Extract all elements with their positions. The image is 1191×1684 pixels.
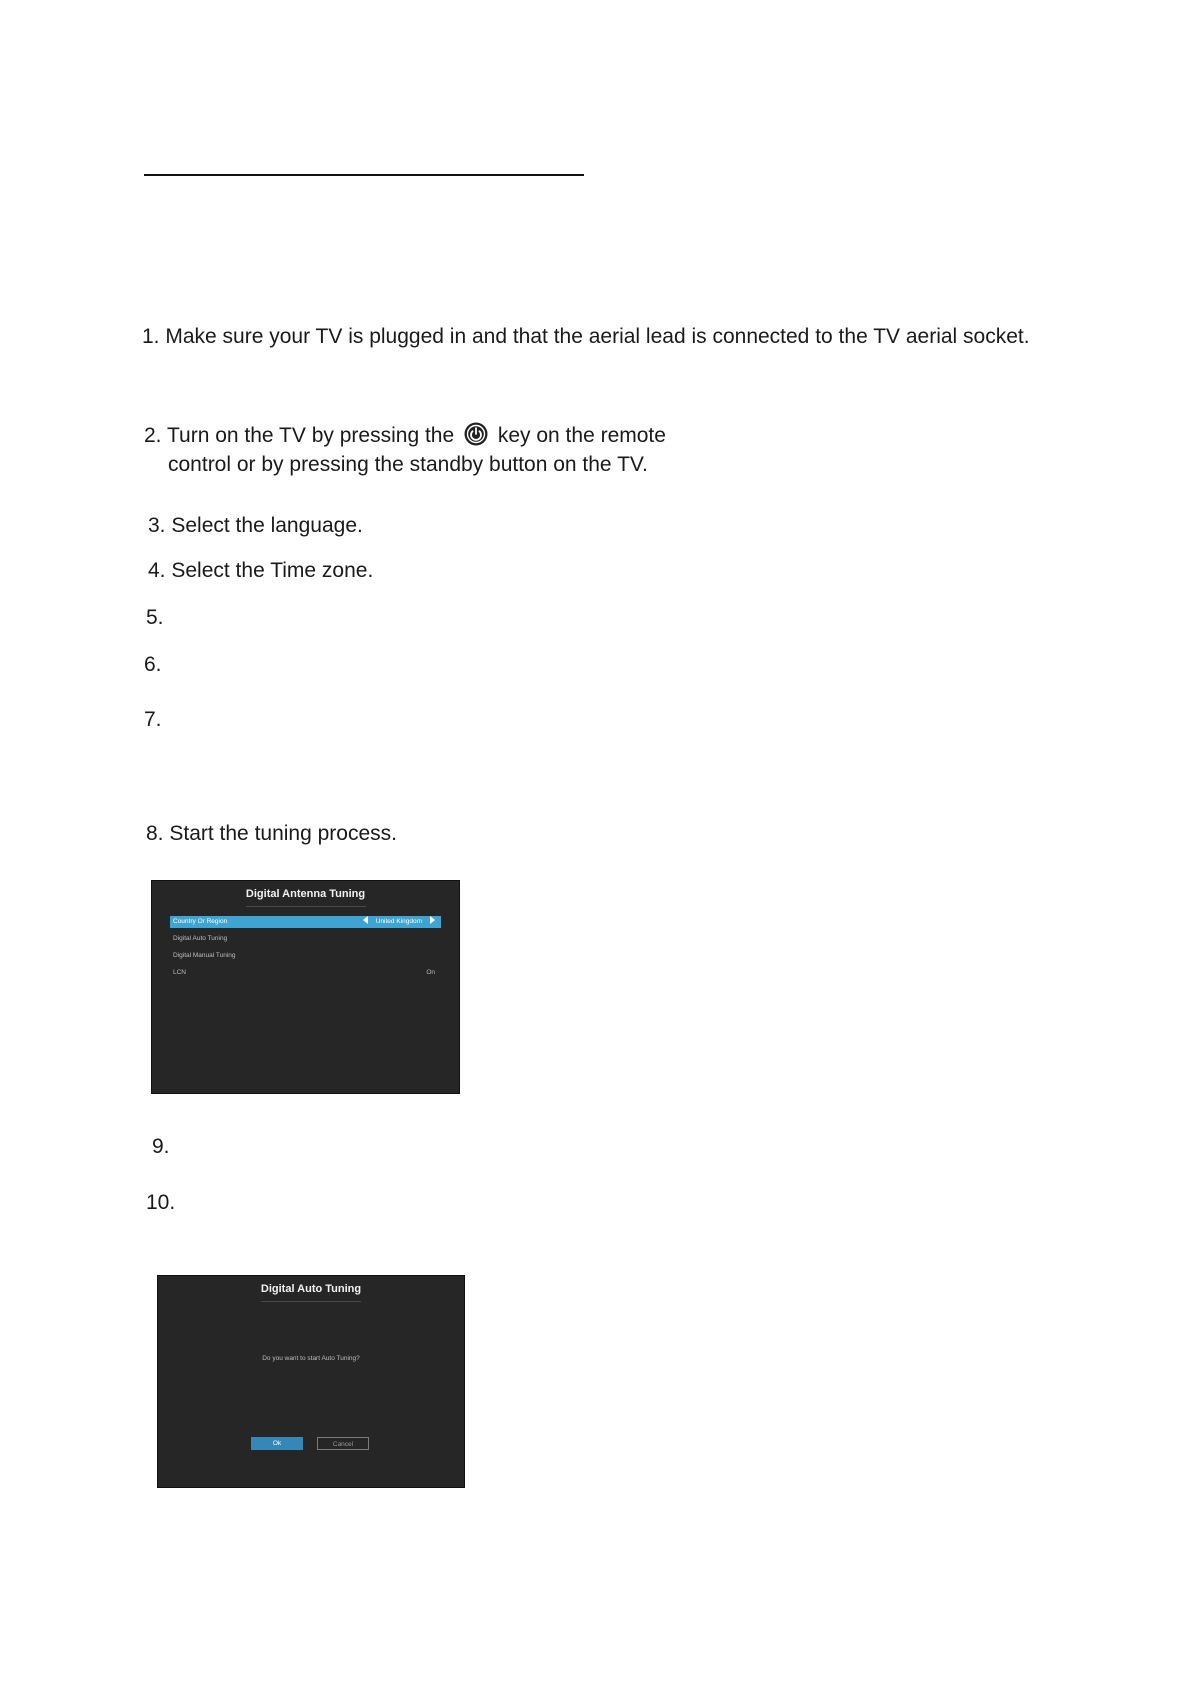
arrow-left-icon[interactable] [363,916,368,924]
step-8 [146,820,397,848]
cancel-button[interactable]: Cancel [317,1437,369,1450]
power-icon [464,422,488,446]
step-number: 6. [144,653,162,676]
step-3 [148,512,363,540]
step-number: 4. [148,559,166,582]
step-text: Make sure your TV is plugged in and that the aerial lead is connected to the TV aerial socket. [165,325,1030,348]
step-2-line2 [168,451,648,479]
step-9 [152,1133,170,1161]
step-text: Start the tuning process. [169,822,397,845]
arrow-right-icon[interactable] [430,916,435,924]
step-6 [144,651,162,679]
dialog-prompt: Do you want to start Auto Tuning? [262,1355,360,1362]
row-value: On [426,969,435,976]
step-2 [144,422,666,450]
step-number: 5. [146,606,164,629]
step-number: 3. [148,514,166,537]
step-number: 2. [144,424,162,447]
row-label: LCN [173,969,187,976]
step-text: control or by pressing the standby button on the TV. [168,453,648,476]
step-number: 8. [146,822,164,845]
row-value [363,916,435,928]
screen-title: Digital Auto Tuning [260,1283,362,1295]
step-1 [142,323,1030,351]
step-text: Select the Time zone. [171,559,374,582]
title-divider [246,906,366,907]
step-text-cont: key on the remote [497,424,666,447]
screen-title: Digital Antenna Tuning [245,888,366,900]
menu-row-auto-tuning[interactable] [170,933,441,945]
step-7 [144,706,162,734]
row-label: Digital Auto Tuning [173,935,228,942]
menu-row-country[interactable] [170,916,441,928]
row-label: Country Or Region [173,918,228,925]
step-5 [146,604,164,632]
step-text: Select the language. [171,514,363,537]
menu-row-lcn[interactable] [170,967,441,979]
step-4 [148,557,373,585]
tuning-menu-screenshot [151,880,460,1094]
step-number: 7. [144,708,162,731]
step-10 [146,1189,175,1217]
country-value: United Kingdom [375,918,422,925]
step-number: 10. [146,1191,176,1214]
step-number: 1. [142,325,160,348]
step-text: Turn on the TV by pressing the [166,424,455,447]
step-number: 9. [152,1135,170,1158]
menu-row-manual-tuning[interactable] [170,950,441,962]
ok-button[interactable]: Ok [251,1437,303,1450]
row-label: Digital Manual Tuning [173,952,236,959]
title-divider [261,1301,361,1302]
header-rule [144,174,584,176]
auto-tuning-dialog-screenshot [157,1275,465,1488]
